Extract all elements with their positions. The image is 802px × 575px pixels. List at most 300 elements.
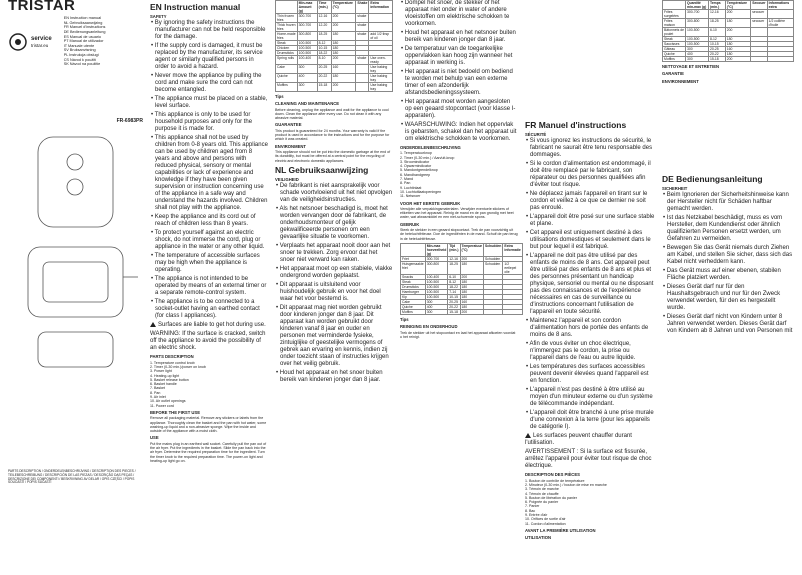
table-cell: Bâtonnets de poulet [664, 28, 684, 36]
table-cell: 10-15 [448, 294, 460, 299]
nl-tips-heading: Tips [400, 316, 409, 322]
fr-cleaning-heading: NETTOYAGE ET ENTRETIEN [662, 64, 720, 69]
en-before-heading: BEFORE THE FIRST USE [150, 409, 201, 415]
table-cell: shake [356, 32, 369, 41]
fr-part-item: 3. Témoin de marche [525, 487, 559, 492]
en-part-item: 1. Temperature control knob [150, 360, 195, 365]
nl-part-item: 11. Netsnoer [400, 194, 421, 199]
table-cell: Steak [401, 279, 426, 284]
de-safety-text: Das Gerät muss auf einer ebenen, stabilen Fläche platziert werden. [666, 268, 781, 282]
en-safety-list [150, 20, 268, 352]
table-cell: 1/2 eetlepel olie [503, 261, 522, 274]
en-tips-heading: Tips [275, 94, 284, 99]
nl-before-text: Verwijder alle verpakkingsmaterialen. Verwijder eventuele stickers of etiketten van het apparaat. Reinig de mand en de pan grondig met heet water, wat afwasmiddel en een niet-schurende spons. [400, 206, 514, 220]
table-cell: 10-15 [317, 46, 331, 51]
table-cell: 1/2 cuillère d'huile [767, 19, 793, 28]
en-guarantee-text: This product is guaranteed for 24 months. Your warranty is valid if the product is used in accordance to the instructions and for the purpose for which it was created. [275, 128, 390, 142]
en-part-item: 10. Air outlet openings [150, 399, 186, 404]
nl-safety-item: • Het apparaat moet worden aangesloten op een geaard stopcontact (voor klasse I-apparaten). [401, 99, 516, 119]
table-cell: 6-10 [708, 28, 725, 37]
table-cell: 160 [460, 299, 483, 304]
language-item: CS Návod k použití [63, 57, 97, 62]
table-cell: 180 [331, 51, 356, 56]
en-safety-item: • This appliance is only to be used for household purposes and only for the purpose it is made for. [151, 112, 253, 133]
en-safety-item: • Never move the appliance by pulling the cord and make sure the cord can not become entangled. [151, 73, 262, 94]
table-cell: 20-25 [708, 47, 725, 52]
table-cell: 20-22 [448, 304, 460, 309]
en-safety-item: • If the supply cord is damaged, it must be replaced by the manufacturer, its service agent or similarly qualified persons in order to avoid a hazard. [151, 43, 263, 71]
table-cell: 300 [686, 47, 709, 52]
fr-guarantee-heading: GARANTIE [662, 71, 684, 77]
en-safety-text: If the supply cord is damaged, it must be replaced by the manufacturer, its service agent or similarly qualified persons in order to avoid a hazard. [154, 43, 263, 71]
table-cell: 180 [725, 19, 750, 28]
nl-safety-list-cont [400, 0, 518, 143]
table-cell: Saucisses [663, 42, 686, 47]
table-cell [369, 23, 393, 32]
model-number: FR-6983PR [116, 117, 143, 124]
table-cell: shake [356, 23, 369, 32]
nl-parts-list [400, 151, 518, 198]
en-part-item: 11. Power cord [150, 403, 174, 408]
nl-part-item: 3. Stroomindicator [400, 159, 430, 164]
de-safety-text: Dieses Gerät darf nicht von Kindern unter 8 Jahren verwendet werden. Dieses Gerät darf von Kindern ab 8 Jahren und von Personen mit [666, 314, 793, 335]
fr-safety-item: • Maintenez l'appareil et son cordon d'alimentation hors de portée des enfants de moins de 8 ans. [526, 318, 649, 339]
en-safety-heading: SAFETY [150, 14, 167, 19]
table-cell: 15-18 [317, 83, 331, 92]
nl-part-item: 9. Luchtinlaat [400, 185, 422, 190]
table-cell: 200 [725, 57, 750, 62]
table-cell: 12-20 [317, 23, 331, 32]
fr-safety-text: L'appareil n'est pas destiné à être utilisé au moyen d'un minuteur externe ou d'un système de télécommande indépendant. [529, 387, 653, 408]
table-header-cell: Min-max hoeveelheid (g) [426, 243, 447, 256]
table-cell: add 1/2 tbsp of oil [369, 32, 393, 41]
nl-safety-text: Het apparaat is niet bedoeld om bediend te worden met behulp van een externe timer of een afzonderlijk afstandsbedieningssysteem. [404, 69, 513, 96]
fr-safety-item: • L'appareil ne doit pas être utilisé par des enfants de moins de 8 ans. Cet appareil peut être utilisé par des enfants de 8 ans et plus et des personnes présentant un handicap physique, sensoriel ou mental ou ne disposant pas des connaissances et de l'expérience nécessaires en cas de surveillance ou d'instructions concernant l'utilisation de l'appareil en toute sécurité. [526, 253, 654, 316]
table-cell: Hamburger [401, 289, 426, 294]
table-cell: 400 [686, 52, 709, 57]
language-item: PT Manual de utilizador [63, 39, 104, 44]
fr-table-de-column [662, 0, 794, 337]
language-item: IT Manuale utente [63, 43, 95, 48]
de-safety-item: • Ist das Netzkabel beschädigt, muss es vom Hersteller, dem Kundendienst oder ähnlich qualifizierten Personen ersetzt werden, um Gefahren zu vermeiden. [663, 215, 783, 243]
en-use-text: Put the mains plug in an earthed wall socket. Carefully pull the pan out of the air fryer. Put the ingredients in the basket. Slide the pan back into the air fryer. Determine the required preparation time for the ingredient. Turn the timer knob to the required preparation time. The power-on light and heating-up light go on. [150, 441, 267, 463]
table-cell: Snacks [401, 274, 426, 279]
nl-title: NL Gebruiksaanwijzing [275, 164, 369, 175]
table-cell [751, 57, 767, 62]
table-cell: 18-25 [317, 32, 331, 41]
table-cell: 100-500 [425, 289, 448, 294]
table-header-cell: Secouer [751, 1, 767, 10]
en-guarantee-heading: GUARANTEE [275, 122, 302, 128]
table-cell: Schudden [483, 261, 502, 274]
table-cell: Cake [276, 65, 298, 74]
fr-safety-text: L'appareil doit être branché à une prise murale d'une connexion à la terre (pour les appareils de catégorie I). [529, 410, 654, 431]
table-header-cell: Temperature (°C) [331, 1, 356, 14]
en-hot-warning [150, 322, 268, 329]
fr-safety-list [525, 138, 655, 470]
table-header-cell: Température (°C) [725, 1, 750, 10]
table-cell: secouer [751, 19, 767, 28]
table-cell: 160 [725, 47, 750, 52]
nl-safety-text: De temperatuur van de toegankelijke oppervlakken kan hoog zijn wanneer het apparaat in werking is. [404, 46, 513, 66]
table-cell: 300 [297, 83, 317, 92]
en-safety-text: This appliance is only to be used for household purposes and only for the purpose it is made for. [154, 112, 253, 133]
fr-part-item: 6. Poignée du panier [525, 500, 559, 505]
de-safety-text: Ist das Netzkabel beschädigt, muss es vom Hersteller, dem Kundendienst oder ähnlich qualifizierten Personen ersetzt werden, um Gefahren zu vermeiden. [666, 215, 783, 243]
fr-part-item: 2. Minuteur (0-30 min.) / bouton de mise en marche [525, 482, 607, 487]
table-cell: shake [356, 14, 369, 23]
table-cell: 12-16 [317, 14, 331, 23]
table-cell: 180 [331, 46, 356, 51]
table-cell: 200 [460, 256, 483, 261]
en-part-item: 8. Pan [150, 390, 161, 395]
table-cell: 18-22 [448, 284, 460, 289]
table-row [276, 65, 393, 74]
parts-footer: PARTS DESCRIPTION / ONDERDELENBESCHRIJVING / DESCRIPTION DES PIECES / TEILEBESCHREIBUNG / DESCRIPCIÓN DE LAS PIEZAS / DESCRIÇÃO DAS PEÇAS / DESCRIZIONE DEI COMPONENTI / BESKRIVNING AV DELAR / OPIS CZĘŚCI / POPIS SOUČÁSTÍ / POPIS SÚČASTÍ [8, 469, 136, 485]
cover-column [8, 0, 143, 485]
table-cell: 8-12 [708, 37, 725, 42]
table-cell [483, 309, 502, 314]
product-drawing-area [8, 107, 143, 397]
de-safety-heading: SICHERHEIT [662, 185, 688, 191]
table-row [663, 28, 794, 37]
nl-safety-text: De fabrikant is niet aansprakelijk voor schade voortvloeiend uit het niet opvolgen van de veiligheidsinstructies. [279, 183, 393, 204]
table-cell: 200 [725, 10, 750, 19]
en-safety-item: • To protect yourself against an electric shock, do not immerse the cord, plug or appliance in the water or any other liquid. [151, 230, 265, 251]
language-item: NL Gebruiksaanwijzing [63, 20, 103, 25]
table-cell: Drumsticks [276, 51, 298, 56]
de-safety-list [662, 192, 794, 335]
table-cell: shake [356, 56, 369, 65]
en-cleaning-text: Before cleaning, unplug the appliance and wait for the appliance to cool down. Clean the appliance after every use. Do not clean it with any abrasive material. [275, 107, 389, 121]
table-row [276, 32, 393, 41]
table-cell: 18-25 [448, 261, 460, 274]
table-cell: Use baking tray [369, 65, 393, 74]
fr-safety-item: • Si vous ignorez les instructions de sécurité, le fabricant ne saurait être tenu responsable des dommages. [526, 138, 653, 159]
table-cell: 100-500 [686, 37, 709, 42]
nl-safety-text: Dit apparaat is uitsluitend voor huishoudelijk gebruik en voor het doel waar het voor bestemd is. [279, 282, 381, 303]
table-row [663, 19, 794, 28]
en-before-text: Remove all packaging material. Remove any stickers or labels from the appliance. Thoroughly clean the basket and the pan with hot water, some washing-up liquid and a non-abrasive sponge. Wipe the inside and outside of the appliance with a moist cloth. [150, 416, 267, 434]
table-cell: 400 [425, 304, 448, 309]
fr-use-heading: UTILISATION [525, 535, 551, 541]
en-hot-text: Surfaces are liable to get hot during use. [158, 322, 266, 329]
en-safety-text: The appliance must be placed on a stable, level surface. [154, 96, 268, 110]
table-cell: 180 [725, 42, 750, 47]
en-title: EN Instruction manual [150, 2, 241, 12]
fr-safety-text: Afin de vous éviter un choc électrique, n'immergez pas le cordon, la prise ou l'appareil dans de l'eau ou autre liquide. [529, 341, 636, 362]
en-part-item: 3. Power light [150, 369, 172, 374]
table-row [276, 74, 393, 83]
nl-safety-item: • Het apparaat is niet bedoeld om bediend te worden met behulp van een externe timer of een afzonderlijk afstandsbedieningssysteem. [401, 69, 513, 96]
table-cell: Use oven-ready [369, 56, 393, 65]
table-header-cell: Schudden [483, 243, 502, 256]
table-cell: Frites maison [663, 19, 686, 28]
table-cell: 180 [460, 304, 483, 309]
fr-hot-warning [525, 433, 655, 447]
fr-crack-warning: AVERTISSEMENT : Si la surface est fissurée, arrêtez l'appareil pour éviter tout risque de choc électrique. [525, 449, 652, 470]
table-row [663, 10, 794, 19]
nl-column [400, 0, 521, 341]
table-cell: 20-22 [708, 52, 725, 57]
en-part-item: 4. Heating-up light [150, 373, 180, 378]
nl-part-item: 4. Opwarmindicator [400, 164, 432, 169]
table-cell [369, 14, 393, 23]
table-cell: 100-400 [425, 274, 448, 279]
nl-safety-item: • De temperatuur van de toegankelijke oppervlakken kan hoog zijn wanneer het apparaat in werking is. [401, 46, 513, 66]
table-cell [356, 65, 369, 74]
table-header-cell: Temperatuur (°C) [460, 243, 483, 256]
en-column [150, 0, 268, 465]
table-cell: Quiche [276, 74, 298, 83]
table-cell: 200 [331, 83, 356, 92]
table-header-cell [276, 1, 298, 14]
table-cell: 300-700 [686, 10, 709, 19]
table-cell: Huisgemaakte friet [401, 261, 426, 274]
fr-safety-item: • Ne déplacez jamais l'appareil en tirant sur le cordon et veillez à ce que ce dernier ne soit pas enroulé. [526, 191, 648, 212]
table-cell: 7-14 [448, 289, 460, 294]
table-cell: 200 [725, 28, 750, 37]
table-cell [767, 28, 793, 37]
table-cell: 180 [725, 52, 750, 57]
table-cell: Spring rolls [276, 56, 298, 65]
en-safety-text: The appliance is to be connected to a socket-outlet having an earthed contact (for class I appliances). [154, 299, 260, 320]
table-cell: 180 [725, 37, 750, 42]
nl-before-heading: VOOR HET EERSTE GEBRUIK [400, 200, 461, 206]
nl-part-item: 5. Mandontgrendelknop [400, 168, 438, 173]
nl-safety-list [275, 183, 393, 384]
table-cell: Chicken [276, 46, 298, 51]
table-cell: 300-800 [425, 261, 448, 274]
table-cell: 6-10 [448, 274, 460, 279]
nl-part-item: 8. Pan [400, 181, 411, 186]
en-safety-text: To protect yourself against an electric shock, do not immerse the cord, plug or appliance in the water or any other liquid. [154, 230, 265, 251]
nl-cleaning-heading: REINIGING EN ONDERHOUD [400, 324, 458, 330]
nl-cleaning-text: Trek de stekker uit het stopcontact en laat het apparaat afkoelen voordat u het reinigt. [400, 330, 516, 339]
en-safety-text: Never move the appliance by pulling the cord and make sure the cord can not become entangled. [154, 73, 262, 94]
de-safety-text: Beim Ignorieren der Sicherheitshinweise kann der Hersteller nicht für Schäden haftbar gemacht werden. [666, 192, 789, 213]
de-safety-item: • Bewegen Sie das Gerät niemals durch Ziehen am Kabel, und stellen Sie sicher, dass sich das Kabel nicht verheddern kann. [663, 245, 793, 266]
language-item: SK Návod na použitie [63, 62, 101, 67]
table-cell: 100-500 [297, 41, 317, 46]
en-safety-item: • This appliance shall not be used by children from 0-8 years old. This appliance can be used by children aged from 8 years and above and persons with reduced physical, sensory or mental capabilities or lack of experience and knowledge if they have been given supervision or instruction concerning use of the appliance in a safe way and understand the hazards involved. Children shall not play with the appliance. [151, 135, 268, 212]
de-safety-item: • Beim Ignorieren der Sicherheitshinweise kann der Hersteller nicht für Schäden haftbar gemacht werden. [663, 192, 789, 213]
en-part-item: 6. Basket handle [150, 382, 177, 387]
table-header-cell: Min-max Amount (g) [297, 1, 317, 14]
en-safety-text: By ignoring the safety instructions the manufacturer can not be held responsible for the damage. [154, 20, 266, 41]
nl-safety-item: • Dit apparaat is uitsluitend voor huishoudelijk gebruik en voor het doel waar het voor bestemd is. [276, 282, 381, 303]
fr-safety-text: Si vous ignorez les instructions de sécurité, le fabricant ne saurait être tenu responsable des dommages. [529, 138, 653, 159]
nl-parts-heading: ONDERDELENBESCHRIJVING [400, 145, 461, 150]
en-part-item: 7. Basket [150, 386, 165, 391]
table-cell: Thick frozen fries [277, 23, 296, 31]
de-safety-text: Bewegen Sie das Gerät niemals durch Ziehen am Kabel, und stellen Sie sicher, dass sich das Kabel nicht verheddern kann. [666, 245, 793, 266]
table-header-cell: Extra information [369, 1, 393, 14]
fr-environment-heading: ENVIRONNEMENT [662, 78, 699, 84]
fr-column [525, 0, 655, 542]
de-safety-item: • Das Gerät muss auf einer ebenen, stabilen Fläche platziert werden. [663, 268, 781, 282]
table-cell: Kip [401, 294, 426, 299]
table-cell: 180 [331, 74, 356, 83]
table-cell: 180 [460, 294, 483, 299]
nl-safety-text: Dit apparaat mag niet worden gebruikt door kinderen jonger dan 8 jaar. Dit apparaat kan worden gebruikt door kinderen vanaf 8 jaar en ouder en personen met verminderde fysieke, zintuiglijke of geestelijke vermogens of gebrek aan ervaring en kennis, indien zij onder toezicht staan of instructies krijgen over het veilig gebruik. [279, 305, 389, 368]
table-row [401, 261, 523, 274]
table-cell [356, 74, 369, 83]
fr-hot-text: Les surfaces peuvent chauffer durant l'utilisation. [525, 433, 632, 447]
table-row [663, 57, 794, 62]
nl-safety-item: • Als het netsnoer beschadigd is, moet het worden vervangen door de fabrikant, de onderhoudsmonteur of gelijk gekwalificeerde personen om een gevaarlijke situatie te voorkomen. [276, 206, 388, 241]
table-header-cell: Time (min.) [317, 1, 331, 14]
table-cell: Schudden [483, 256, 502, 261]
fr-part-item: 5. Bouton de libération du panier [525, 495, 577, 500]
en-parts-list [150, 361, 268, 408]
nl-safety-item: • Houd het apparaat en het netsnoer buiten bereik van kinderen jonger dan 8 jaar. [401, 30, 516, 43]
table-header-cell: Extra informatie [503, 243, 522, 256]
language-item: SV Bruksanvisning [63, 48, 96, 53]
table-cell: Cake [401, 299, 426, 304]
en-safety-text: Keep the appliance and its cord out of reach of children less than 8 years. [154, 214, 256, 228]
en-cleaning-heading: CLEANING AND MAINTENANCE [275, 101, 340, 107]
nl-safety-item: • Dit apparaat mag niet worden gebruikt door kinderen jonger dan 8 jaar. Dit apparaat kan worden gebruikt door kinderen vanaf 8 jaar en ouder en personen met verminderde fysieke, zintuiglijke of geestelijke vermogens of gebrek aan ervaring en kennis, indien zij onder toezicht staan of instructies krijgen over het veilig gebruik. [276, 305, 389, 368]
table-cell: Gâteau [663, 47, 686, 52]
table-cell: 8-10 [317, 56, 331, 65]
table-cell: 12-16 [708, 10, 725, 19]
en-table-nl-column [275, 0, 393, 386]
table-cell: 10-15 [708, 42, 725, 47]
table-row [276, 14, 393, 23]
table-row [276, 83, 393, 92]
en-safety-item: • By ignoring the safety instructions the manufacturer can not be held responsible for the damage. [151, 20, 266, 41]
table-cell: 300-800 [297, 32, 317, 41]
fr-part-item: 8. Bac [525, 508, 536, 513]
table-header-cell: Informations extra [767, 1, 793, 10]
table-cell: 200 [460, 309, 483, 314]
table-row [401, 309, 523, 314]
fr-before-heading: AVANT LA PREMIÈRE UTILISATION [525, 527, 596, 533]
en-safety-text: This appliance shall not be used by children from 0-8 years old. This appliance can be used by children aged from 8 years and above and persons with reduced physical, sensory or mental capabilities or lack of experience and knowledge if they have been given supervision or instruction concerning use of the appliance in a safe way and understand the hazards involved. Children shall not play with the appliance. [154, 135, 268, 212]
table-cell [767, 57, 793, 62]
table-cell: Friet [401, 256, 426, 261]
table-cell: 200 [331, 23, 356, 32]
table-header-row [401, 243, 523, 256]
table-cell: 200 [331, 14, 356, 23]
fr-safety-item: • Afin de vous éviter un choc électrique, n'immergez pas le cordon, la prise ou l'appareil dans de l'eau ou autre liquide. [526, 341, 636, 362]
table-header-cell: Quantité min-max (g) [686, 1, 709, 10]
table-cell: Use baking tray [369, 83, 393, 92]
service-icon [8, 32, 28, 52]
air-fryer-diagram [8, 127, 143, 377]
table-header-cell: Tijd (min.) [448, 243, 460, 256]
table-cell: 180 [460, 289, 483, 294]
table-cell: 8-12 [448, 279, 460, 284]
fr-part-item: 4. Témoin de chauffe [525, 491, 559, 496]
fr-part-item: 9. Entrée d'air [525, 513, 548, 518]
nl-safety-heading: VEILIGHEID [275, 176, 299, 182]
table-cell: 100-500 [297, 51, 317, 56]
table-cell: 20-25 [317, 65, 331, 74]
fr-safety-item: • L'appareil doit être posé sur une surface stable et plane. [526, 214, 655, 228]
fr-safety-item: • Si le cordon d'alimentation est endommagé, il doit être remplacé par le fabricant, son réparateur ou des personnes qualifiées afin d'éviter tout risque. [526, 161, 651, 189]
table-cell: 18-25 [708, 19, 725, 28]
table-cell: 300-700 [425, 256, 448, 261]
table-cell: 20-22 [317, 74, 331, 83]
table-cell: secouer [751, 10, 767, 19]
en-safety-item: • The temperature of accessible surfaces may be high when the appliance is operating. [151, 253, 260, 274]
en-part-item: 2. Timer (0-30 min.)/power on knob [150, 364, 206, 369]
table-cell: 180 [460, 279, 483, 284]
de-safety-item: • Dieses Gerät darf nicht von Kindern unter 8 Jahren verwendet werden. Dieses Gerät darf von Kindern ab 8 Jahren und von Personen mit [663, 314, 793, 335]
en-crack-warning: WARNING: If the surface is cracked, switch off the appliance to avoid the possibility of an electric shock. [150, 331, 266, 352]
table-row [276, 56, 393, 65]
nl-safety-text: Houd het apparaat en het snoer buiten bereik van kinderen jonger dan 8 jaar. [279, 370, 383, 384]
table-cell: 12-16 [448, 256, 460, 261]
service-url: tristar.eu [31, 42, 49, 48]
en-safety-text: The appliance is not intended to be operated by means of an external timer or a separate remote-control system. [154, 276, 267, 297]
nl-part-item: 2. Timer (0-30 min.) / Aan/uit-knop [400, 155, 455, 160]
table-cell: 100-500 [686, 42, 709, 47]
warning-icon [525, 433, 531, 438]
fr-safety-text: Ne déplacez jamais l'appareil en tirant sur le cordon et veillez à ce que ce dernier ne soit pas enroulé. [529, 191, 648, 212]
nl-warning-text: WAARSCHUWING: Indien het oppervlak is gebarsten, schakel dan het apparaat uit om elektrische schokken te voorkomen. [404, 122, 517, 142]
table-cell: Drumsticks [401, 284, 426, 289]
fr-safety-heading: SÉCURITÉ [525, 132, 547, 137]
table-cell: 400 [297, 74, 317, 83]
table-cell: 160 [331, 65, 356, 74]
nl-safety-text: Het apparaat moet worden aangesloten op een geaard stopcontact (voor klasse I-apparaten). [404, 99, 516, 119]
table-cell: 100-500 [297, 46, 317, 51]
table-cell: 100-500 [425, 284, 448, 289]
nl-safety-item: • Het apparaat moet op een stabiele, vlakke ondergrond worden geplaatst. [276, 266, 393, 280]
table-cell: 180 [331, 41, 356, 46]
table-cell: 300 [425, 309, 448, 314]
nl-warning: • WAARSCHUWING: Indien het oppervlak is gebarsten, schakel dan het apparaat uit om elektrische schokken te voorkomen. [401, 122, 517, 142]
language-item: ES Manual de usuario [63, 34, 102, 39]
fr-title: FR Manuel d'instructions [525, 120, 627, 130]
nl-safety-text: Houd het apparaat en het netsnoer buiten bereik van kinderen jonger dan 8 jaar. [404, 30, 516, 43]
service-label: service [31, 35, 52, 42]
fr-cooking-table [662, 0, 794, 62]
table-row [276, 23, 393, 32]
table-header-row [663, 1, 794, 10]
table-cell: 8-12 [317, 41, 331, 46]
table-cell: 15-18 [448, 309, 460, 314]
en-use-heading: USE [150, 435, 159, 441]
fr-safety-item: • Cet appareil est uniquement destiné à des utilisations domestiques et seulement dans le but pour lequel il est fabriqué. [526, 230, 651, 251]
en-part-item: 9. Air inlet [150, 395, 166, 400]
de-title: DE Bedienungsanleitung [662, 173, 763, 184]
table-cell: Muffins [276, 83, 298, 92]
en-safety-text: The temperature of accessible surfaces may be high when the appliance is operating. [154, 253, 260, 274]
fr-parts-heading: DESCRIPTION DES PIÈCES [525, 472, 580, 478]
fr-safety-item: • L'appareil doit être branché à une prise murale d'une connexion à la terre (pour les appareils de catégorie I). [526, 410, 654, 431]
table-cell: Steak [276, 41, 298, 46]
fr-safety-text: Cet appareil est uniquement destiné à des utilisations domestiques et seulement dans le but pour lequel il est fabriqué. [529, 230, 651, 251]
en-safety-item: • Keep the appliance and its cord out of reach of children less than 8 years. [151, 214, 256, 228]
table-cell: Steak [663, 37, 686, 42]
nl-part-item: 7. Mand [400, 177, 413, 182]
fr-part-item: 10. Orifices de sortie d'air [525, 517, 566, 522]
table-cell: 180 [331, 32, 356, 41]
nl-safety-item: • De fabrikant is niet aansprakelijk voor schade voortvloeiend uit het niet opvolgen van de veiligheidsinstructies. [276, 183, 393, 204]
table-cell: 300-700 [297, 14, 317, 23]
table-cell: 18-22 [317, 51, 331, 56]
table-cell: 300-700 [297, 23, 317, 32]
en-environment-text: This appliance should not be put into the domestic garbage at the end of its durability, but must be offered at a central point for the recycling of electric and electronic domestic appliances. [275, 149, 391, 163]
language-item: PL Instrukcja obslugi [63, 53, 99, 58]
en-parts-heading: PARTS DESCRIPTION [150, 354, 194, 360]
fr-part-item: 11. Cordon d'alimentation [525, 521, 566, 526]
fr-safety-item: • L'appareil n'est pas destiné à être utilisé au moyen d'un minuteur externe ou d'un système de télécommande indépendant. [526, 387, 653, 408]
